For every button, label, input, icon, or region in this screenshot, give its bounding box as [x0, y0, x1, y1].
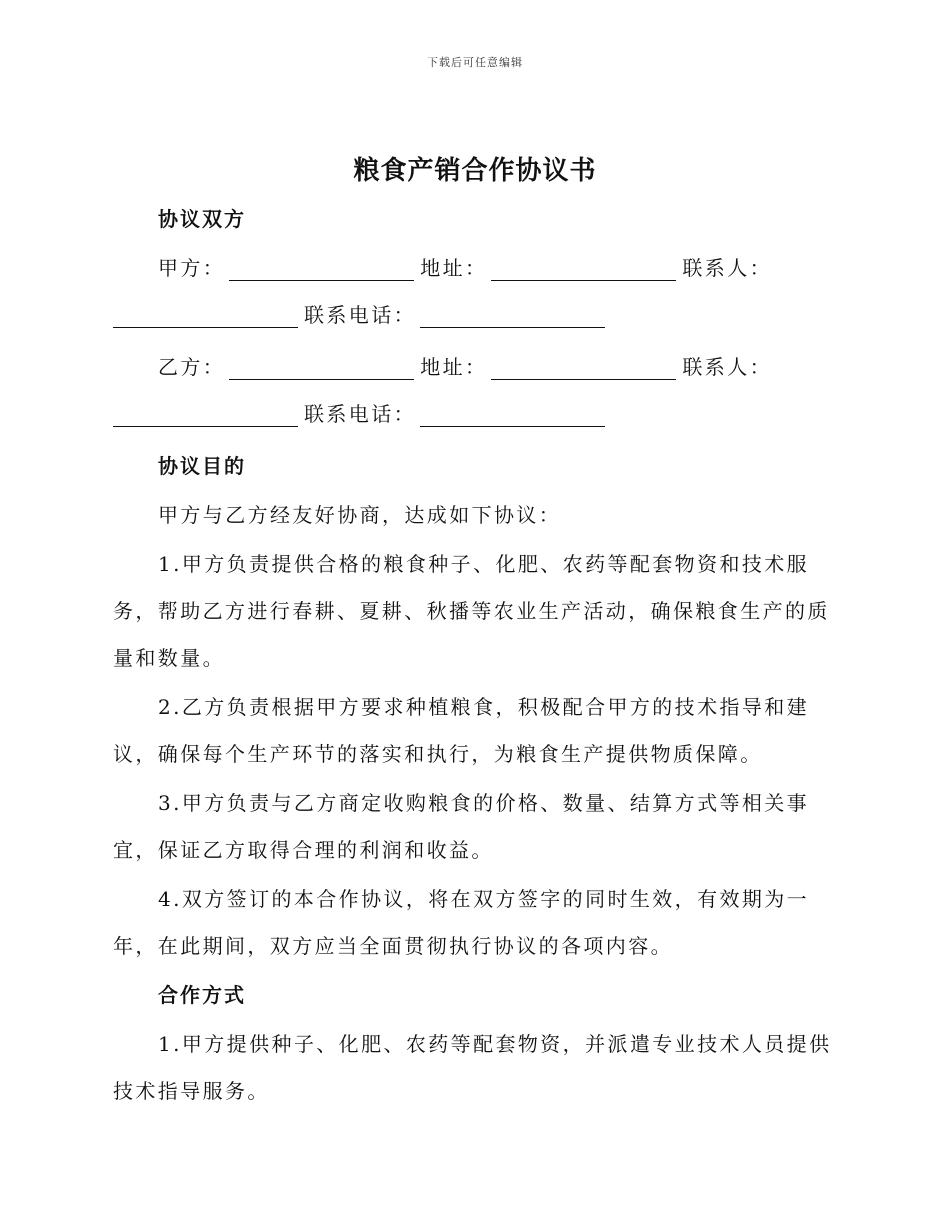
section-heading-parties: 协议双方 — [158, 207, 246, 231]
party-a-label: 甲方： — [158, 256, 226, 280]
section-heading-purpose: 协议目的 — [158, 454, 246, 478]
purpose-item-1: 1.甲方负责提供合格的粮食种子、化肥、农药等配套物资和技术服务，帮助乙方进行春耕、夏耕、秋播等农业生产活动，确保粮食生产的质量和数量。 — [113, 552, 830, 670]
party-b-label: 乙方： — [158, 355, 226, 379]
party-a-line-cont — [113, 292, 833, 339]
purpose-item-3: 3.甲方负责与乙方商定收购粮食的价格、数量、结算方式等相关事宜，保证乙方取得合理的利润和收益。 — [113, 791, 810, 862]
cooperation-item-1: 1.甲方提供种子、化肥、农药等配套物资，并派遣专业技术人员提供技术指导服务。 — [113, 1032, 832, 1103]
party-a-line — [113, 245, 833, 292]
party-a-phone-blank — [420, 301, 605, 328]
party-a-name-blank — [229, 254, 414, 281]
party-b-contact-label: 联系人： — [682, 355, 773, 379]
party-b-phone-label: 联系电话： — [304, 402, 416, 426]
party-a-address-blank — [491, 254, 676, 281]
party-b-contact-blank — [113, 400, 298, 427]
purpose-intro: 甲方与乙方经友好协商，达成如下协议： — [158, 503, 562, 527]
section-heading-cooperation: 合作方式 — [158, 983, 246, 1007]
party-a-address-label: 地址： — [420, 256, 488, 280]
document-body — [113, 196, 833, 1115]
party-b-name-blank — [229, 353, 414, 380]
party-b-phone-blank — [420, 400, 605, 427]
party-a-contact-label: 联系人： — [682, 256, 773, 280]
party-b-line — [113, 344, 833, 391]
party-a-contact-blank — [113, 301, 298, 328]
purpose-item-4: 4.双方签订的本合作协议，将在双方签字的同时生效，有效期为一年，在此期间，双方应当全面贯彻执行协议的各项内容。 — [113, 887, 810, 958]
party-b-line-cont — [113, 391, 833, 438]
party-a-phone-label: 联系电话： — [304, 303, 416, 327]
party-b-address-label: 地址： — [420, 355, 488, 379]
party-b-address-blank — [491, 353, 676, 380]
header-note: 下载后可任意编辑 — [427, 56, 523, 69]
purpose-item-2: 2.乙方负责根据甲方要求种植粮食，积极配合甲方的技术指导和建议，确保每个生产环节的落实和执行，为粮食生产提供物质保障。 — [113, 695, 810, 766]
document-title: 粮食产销合作协议书 — [353, 156, 597, 186]
